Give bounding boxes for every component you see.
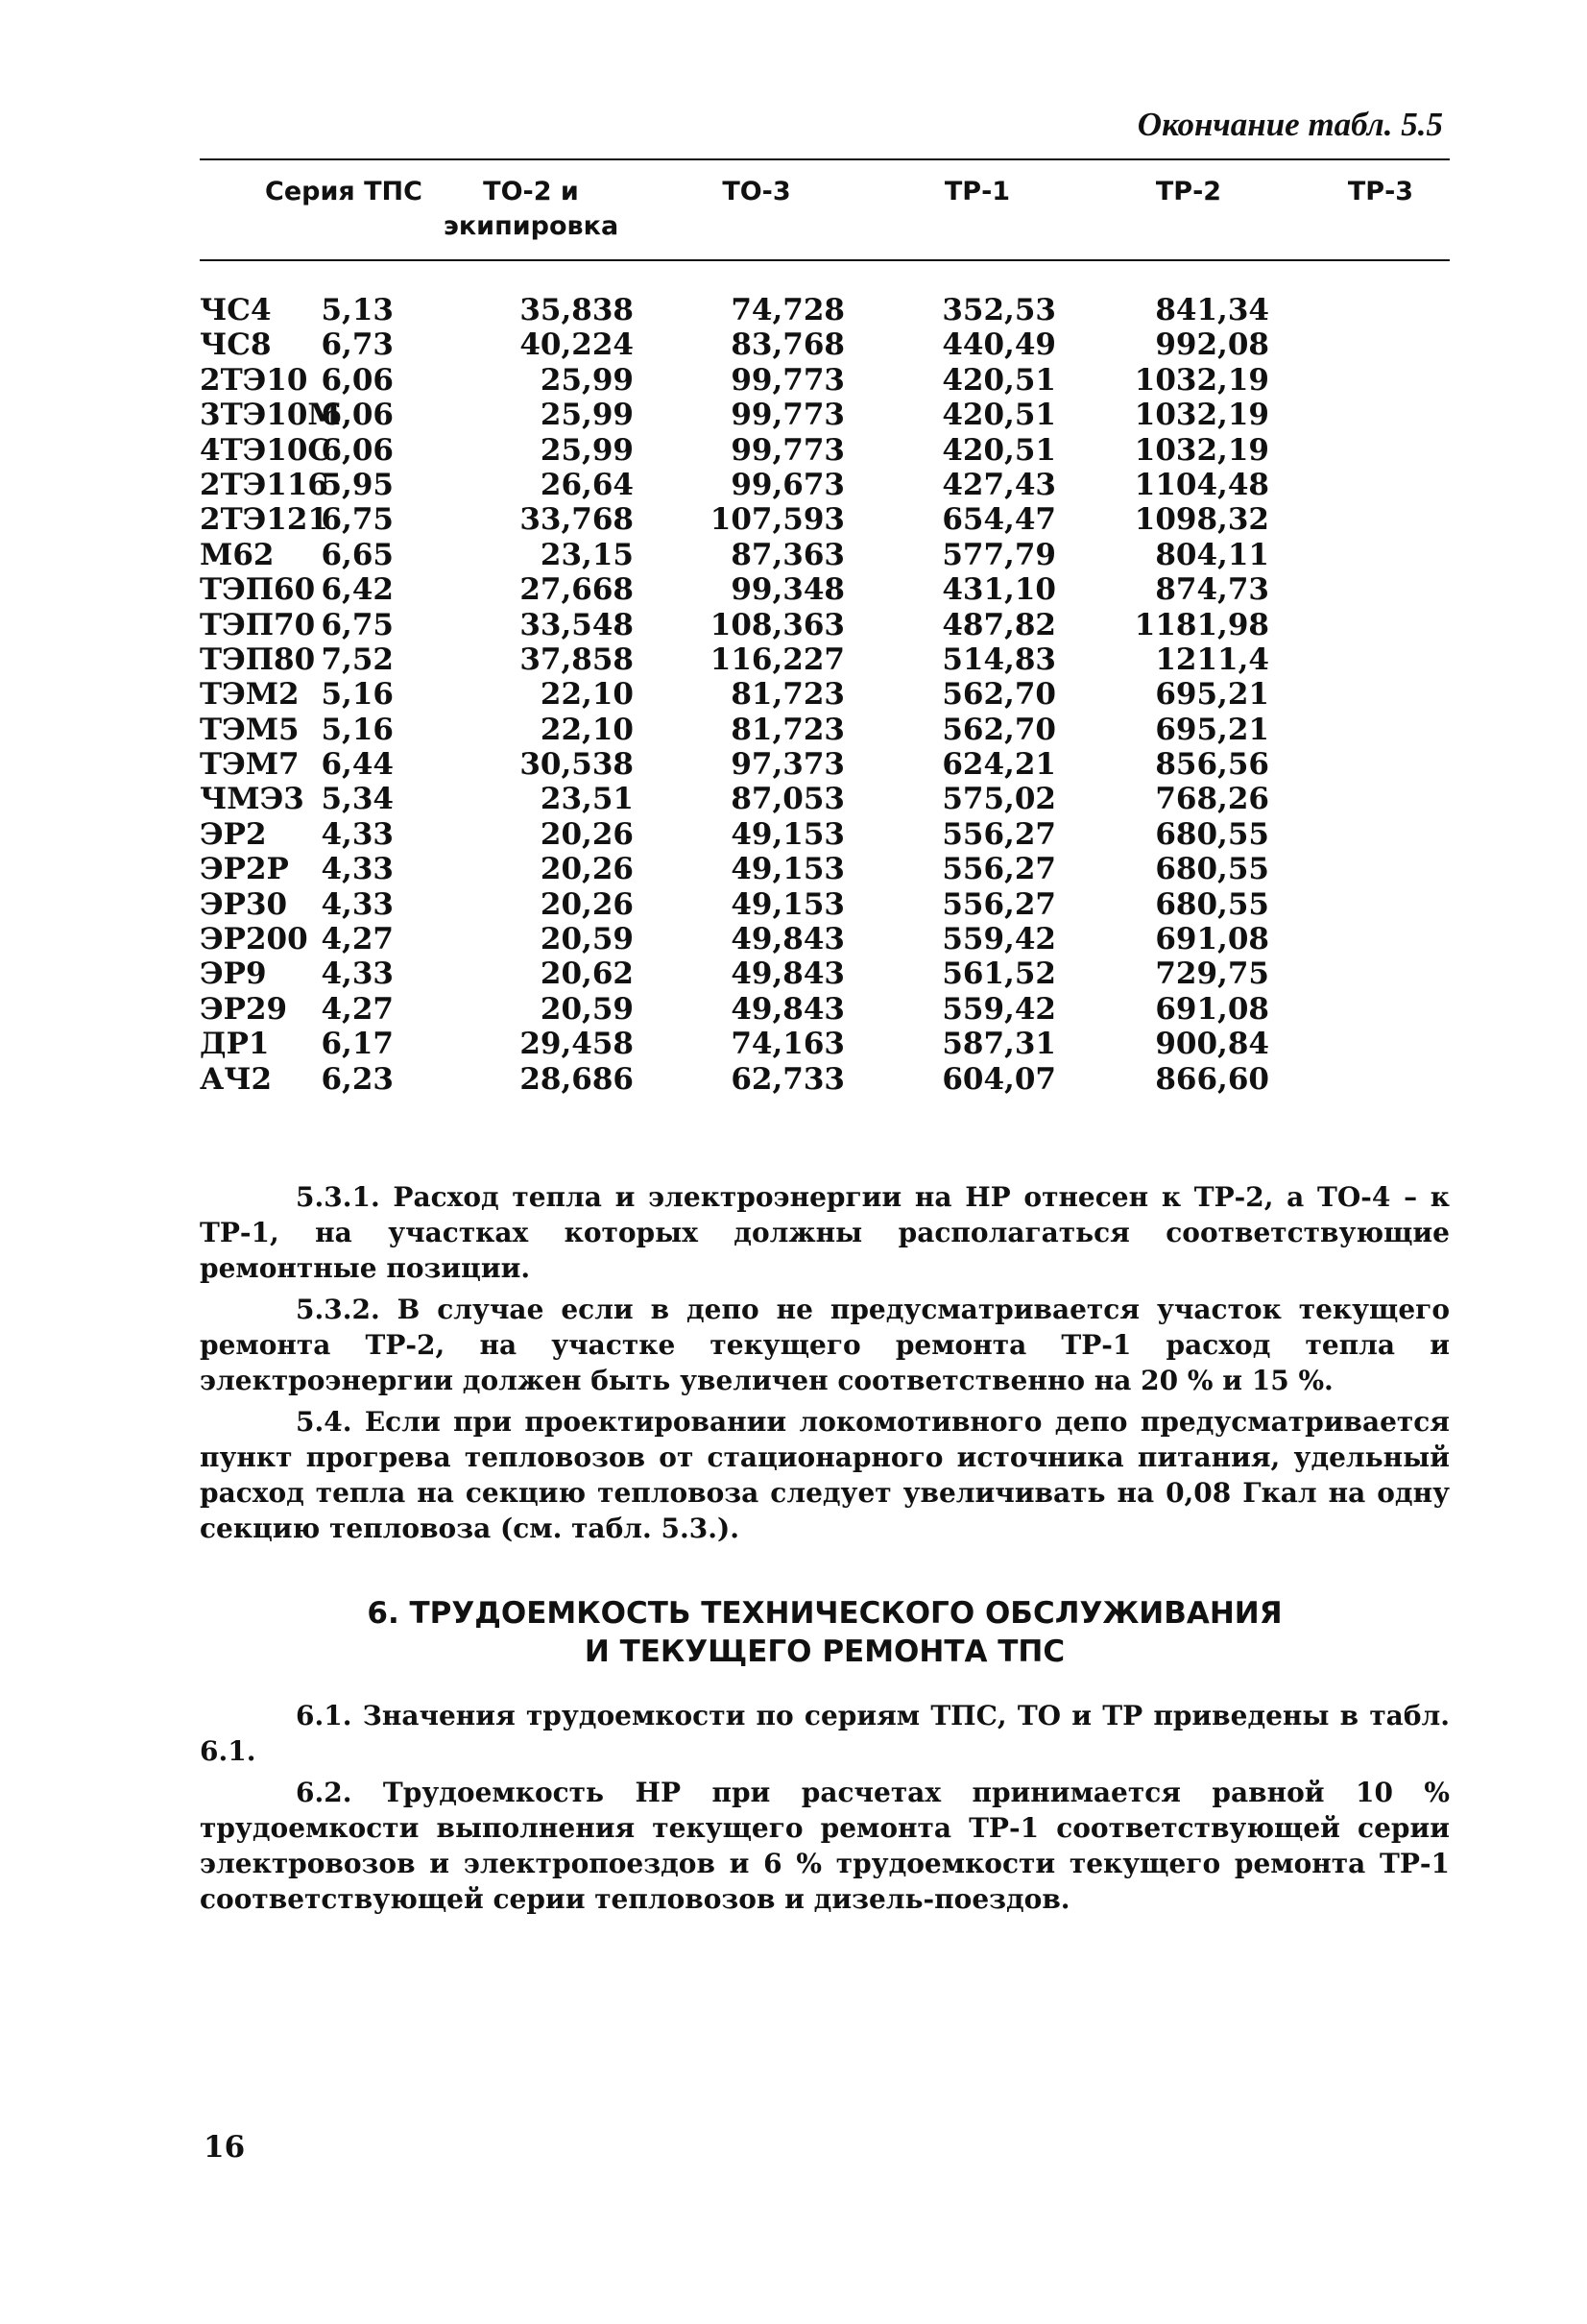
cell-to3: 20,26	[540, 852, 634, 887]
cell-series: 2ТЭ10	[200, 362, 308, 398]
header-to3: ТО-3	[722, 177, 791, 206]
cell-tr3: 729,75	[1155, 956, 1269, 992]
cell-tr2: 420,51	[942, 362, 1056, 398]
cell-to3: 28,686	[519, 1061, 634, 1097]
cell-to2: 6,23	[321, 1061, 394, 1097]
cell-tr2: 577,79	[942, 537, 1056, 572]
cell-tr2: 562,70	[942, 712, 1056, 747]
cell-tr3: 1211,4	[1155, 642, 1269, 677]
cell-tr1: 99,773	[731, 398, 845, 433]
cell-tr2: 420,51	[942, 432, 1056, 468]
cell-tr2: 431,10	[942, 572, 1056, 608]
cell-series: ЭР200	[200, 922, 308, 957]
cell-series: ЭР30	[200, 886, 288, 922]
cell-tr3: 841,34	[1155, 293, 1269, 327]
cell-tr3: 992,08	[1155, 327, 1269, 363]
cell-series: ЭР9	[200, 956, 267, 992]
cell-tr1: 81,723	[731, 712, 845, 747]
cell-series: ЭР2Р	[200, 852, 289, 887]
page-number: 16	[204, 2130, 246, 2165]
cell-tr2: 427,43	[942, 467, 1056, 502]
cell-tr1: 49,153	[731, 852, 845, 887]
cell-to2: 6,65	[321, 537, 394, 572]
cell-series: ДР1	[200, 1027, 270, 1062]
cell-to2: 6,42	[321, 572, 394, 608]
cell-tr3: 874,73	[1155, 572, 1269, 608]
cell-series: ЭР29	[200, 991, 288, 1027]
cell-tr1: 108,363	[709, 607, 845, 642]
header-to2: ТО-2 и экипировка	[443, 177, 619, 241]
cell-to2: 4,27	[321, 922, 394, 957]
cell-series: 4ТЭ10С	[200, 432, 332, 468]
cell-tr2: 440,49	[942, 327, 1056, 363]
table-row	[200, 1027, 1450, 1061]
cell-to3: 33,548	[519, 607, 634, 642]
table-row	[200, 677, 1450, 712]
cell-series: ЧМЭ3	[200, 782, 304, 817]
cell-tr2: 556,27	[942, 852, 1056, 887]
cell-series: ЧС4	[200, 293, 272, 327]
cell-to3: 25,99	[540, 432, 634, 468]
cell-tr3: 768,26	[1155, 782, 1269, 817]
section-5-text	[200, 1179, 1450, 1552]
cell-to2: 6,75	[321, 607, 394, 642]
cell-tr1: 87,053	[731, 782, 845, 817]
cell-tr1: 49,153	[731, 886, 845, 922]
cell-tr1: 107,593	[709, 502, 845, 538]
table-top-rule	[200, 158, 1450, 160]
table-body	[200, 293, 1450, 1097]
table-row	[200, 293, 1450, 327]
cell-tr2: 654,47	[942, 502, 1056, 538]
cell-to3: 20,26	[540, 886, 634, 922]
cell-to2: 7,52	[321, 642, 394, 677]
table-row	[200, 747, 1450, 782]
cell-tr1: 49,153	[731, 816, 845, 852]
cell-series: ТЭП60	[200, 572, 316, 608]
cell-tr2: 575,02	[942, 782, 1056, 817]
paragraph-6-1: 6.1. Значения трудоемкости по сериям ТПС, ТО и ТР приведены в табл. 6.1.	[200, 1700, 1450, 1767]
cell-tr1: 81,723	[731, 677, 845, 713]
cell-to3: 23,51	[540, 782, 634, 817]
cell-to3: 25,99	[540, 362, 634, 398]
cell-to3: 30,538	[519, 747, 634, 783]
cell-to2: 5,13	[321, 293, 394, 327]
table-row	[200, 642, 1450, 677]
cell-tr1: 49,843	[731, 922, 845, 957]
cell-series: М62	[200, 537, 275, 572]
header-tr2: ТР-2	[1155, 177, 1222, 206]
section-6-heading-line-1: 6. ТРУДОЕМКОСТЬ ТЕХНИЧЕСКОГО ОБСЛУЖИВАНИЯ	[367, 1596, 1283, 1631]
table-row	[200, 468, 1450, 502]
cell-to2: 6,06	[321, 362, 394, 398]
cell-tr1: 74,163	[731, 1027, 845, 1062]
cell-series: 2ТЭ116	[200, 467, 329, 502]
cell-to3: 26,64	[540, 467, 634, 502]
cell-tr2: 487,82	[942, 607, 1056, 642]
cell-tr3: 695,21	[1155, 712, 1269, 747]
cell-tr1: 49,843	[731, 991, 845, 1027]
cell-series: ЧС8	[200, 327, 272, 363]
paragraph-5-3-2: 5.3.2. В случае если в депо не предусматривается участок текущего ремонта ТР-2, на участке текущего ремонта ТР-1 расход тепла и электроэнергии должен быть увеличен соответственно на 20 % и 15 %.	[200, 1294, 1450, 1396]
cell-tr2: 604,07	[942, 1061, 1056, 1097]
table-row	[200, 992, 1450, 1027]
cell-to3: 20,59	[540, 991, 634, 1027]
table-row	[200, 433, 1450, 468]
paragraph-5-4: 5.4. Если при проектировании локомотивного депо предусматривается пункт прогрева тепловозов от стационарного источника питания, удельный расход тепла на секцию тепловоза следует увеличивать на 0,08 Гкал на одну секцию тепловоза (см. табл. 5.3.).	[200, 1406, 1450, 1544]
paragraph-5-3-1: 5.3.1. Расход тепла и электроэнергии на НР отнесен к ТР-2, а ТО-4 – к ТР-1, на участках которых должны располагаться соответствующие ремонтные позиции.	[200, 1181, 1450, 1284]
cell-to3: 23,15	[540, 537, 634, 572]
cell-to3: 40,224	[519, 327, 634, 363]
table-row	[200, 572, 1450, 607]
cell-tr2: 562,70	[942, 677, 1056, 713]
cell-tr1: 83,768	[731, 327, 845, 363]
cell-to2: 6,44	[321, 747, 394, 783]
header-tr1: ТР-1	[944, 177, 1011, 206]
cell-tr1: 97,373	[731, 747, 845, 783]
cell-to2: 6,73	[321, 327, 394, 363]
cell-series: ТЭМ7	[200, 747, 300, 783]
cell-tr2: 561,52	[942, 956, 1056, 992]
table-row	[200, 956, 1450, 991]
cell-to3: 27,668	[519, 572, 634, 608]
cell-tr1: 99,673	[731, 467, 845, 502]
cell-tr2: 559,42	[942, 922, 1056, 957]
cell-to2: 5,34	[321, 782, 394, 817]
cell-series: 2ТЭ121	[200, 502, 329, 538]
table-row	[200, 538, 1450, 572]
cell-tr1: 99,348	[731, 572, 845, 608]
cell-series: АЧ2	[200, 1061, 273, 1097]
cell-to3: 25,99	[540, 398, 634, 433]
cell-series: ТЭМ2	[200, 677, 300, 713]
cell-to3: 20,62	[540, 956, 634, 992]
cell-tr2: 624,21	[942, 747, 1056, 783]
cell-tr1: 74,728	[731, 293, 845, 327]
cell-to2: 5,95	[321, 467, 394, 502]
cell-to2: 6,06	[321, 432, 394, 468]
cell-series: ТЭМ5	[200, 712, 300, 747]
cell-tr2: 556,27	[942, 886, 1056, 922]
cell-to3: 20,59	[540, 922, 634, 957]
cell-tr2: 514,83	[942, 642, 1056, 677]
cell-to3: 35,838	[519, 293, 634, 327]
header-tr3: ТР-3	[1347, 177, 1414, 206]
table-row	[200, 782, 1450, 816]
cell-tr3: 691,08	[1155, 991, 1269, 1027]
cell-tr2: 420,51	[942, 398, 1056, 433]
cell-to3: 22,10	[540, 712, 634, 747]
cell-tr3: 1098,32	[1134, 502, 1269, 538]
cell-tr3: 680,55	[1155, 816, 1269, 852]
cell-tr2: 556,27	[942, 816, 1056, 852]
cell-tr1: 62,733	[731, 1061, 845, 1097]
table-caption: Окончание табл. 5.5	[1137, 106, 1443, 143]
table-row	[200, 817, 1450, 852]
cell-tr3: 1032,19	[1134, 398, 1269, 433]
table-row	[200, 327, 1450, 362]
table-header-rule	[200, 259, 1450, 261]
cell-tr3: 680,55	[1155, 886, 1269, 922]
table-row	[200, 922, 1450, 956]
table-row	[200, 713, 1450, 747]
cell-tr3: 1032,19	[1134, 362, 1269, 398]
cell-tr1: 116,227	[709, 642, 845, 677]
section-6-heading-line-2: И ТЕКУЩЕГО РЕМОНТА ТПС	[584, 1634, 1066, 1669]
cell-to3: 22,10	[540, 677, 634, 713]
paragraph-6-2: 6.2. Трудоемкость НР при расчетах принимается равной 10 % трудоемкости выполнения текущего ремонта ТР-1 соответствующей серии электровозов и электропоездов и 6 % трудоемкости текущего ремонта ТР-1 соответствующей серии тепловозов и дизель-поездов.	[200, 1777, 1450, 1915]
cell-tr2: 559,42	[942, 991, 1056, 1027]
cell-to2: 6,06	[321, 398, 394, 433]
cell-series: ЭР2	[200, 816, 267, 852]
table-row	[200, 398, 1450, 432]
cell-tr1: 49,843	[731, 956, 845, 992]
cell-tr3: 1032,19	[1134, 432, 1269, 468]
cell-tr3: 804,11	[1155, 537, 1269, 572]
cell-to2: 4,33	[321, 816, 394, 852]
cell-to2: 5,16	[321, 677, 394, 713]
table-row	[200, 1062, 1450, 1097]
table-row	[200, 363, 1450, 398]
cell-to2: 4,27	[321, 991, 394, 1027]
cell-tr3: 695,21	[1155, 677, 1269, 713]
cell-to3: 37,858	[519, 642, 634, 677]
header-series: Серия ТПС	[265, 177, 422, 206]
cell-to3: 20,26	[540, 816, 634, 852]
cell-tr3: 900,84	[1155, 1027, 1269, 1062]
cell-series: ТЭП70	[200, 607, 316, 642]
cell-tr3: 1104,48	[1134, 467, 1269, 502]
cell-series: ТЭП80	[200, 642, 316, 677]
cell-tr2: 587,31	[942, 1027, 1056, 1062]
cell-to2: 5,16	[321, 712, 394, 747]
cell-to3: 33,768	[519, 502, 634, 538]
section-6-text	[200, 1698, 1450, 1923]
cell-tr1: 99,773	[731, 432, 845, 468]
cell-tr1: 99,773	[731, 362, 845, 398]
cell-to2: 4,33	[321, 956, 394, 992]
cell-series: 3ТЭ10М	[200, 398, 341, 433]
cell-tr3: 680,55	[1155, 852, 1269, 887]
cell-to2: 6,75	[321, 502, 394, 538]
table-row	[200, 852, 1450, 886]
section-6-heading	[200, 1594, 1450, 1671]
cell-tr3: 866,60	[1155, 1061, 1269, 1097]
cell-tr3: 1181,98	[1134, 607, 1269, 642]
cell-to3: 29,458	[519, 1027, 634, 1062]
cell-tr2: 352,53	[942, 293, 1056, 327]
cell-to2: 4,33	[321, 852, 394, 887]
cell-tr3: 856,56	[1155, 747, 1269, 783]
table-row	[200, 502, 1450, 537]
cell-tr1: 87,363	[731, 537, 845, 572]
table-row	[200, 887, 1450, 922]
cell-to2: 4,33	[321, 886, 394, 922]
table-row	[200, 608, 1450, 642]
cell-to2: 6,17	[321, 1027, 394, 1062]
cell-tr3: 691,08	[1155, 922, 1269, 957]
